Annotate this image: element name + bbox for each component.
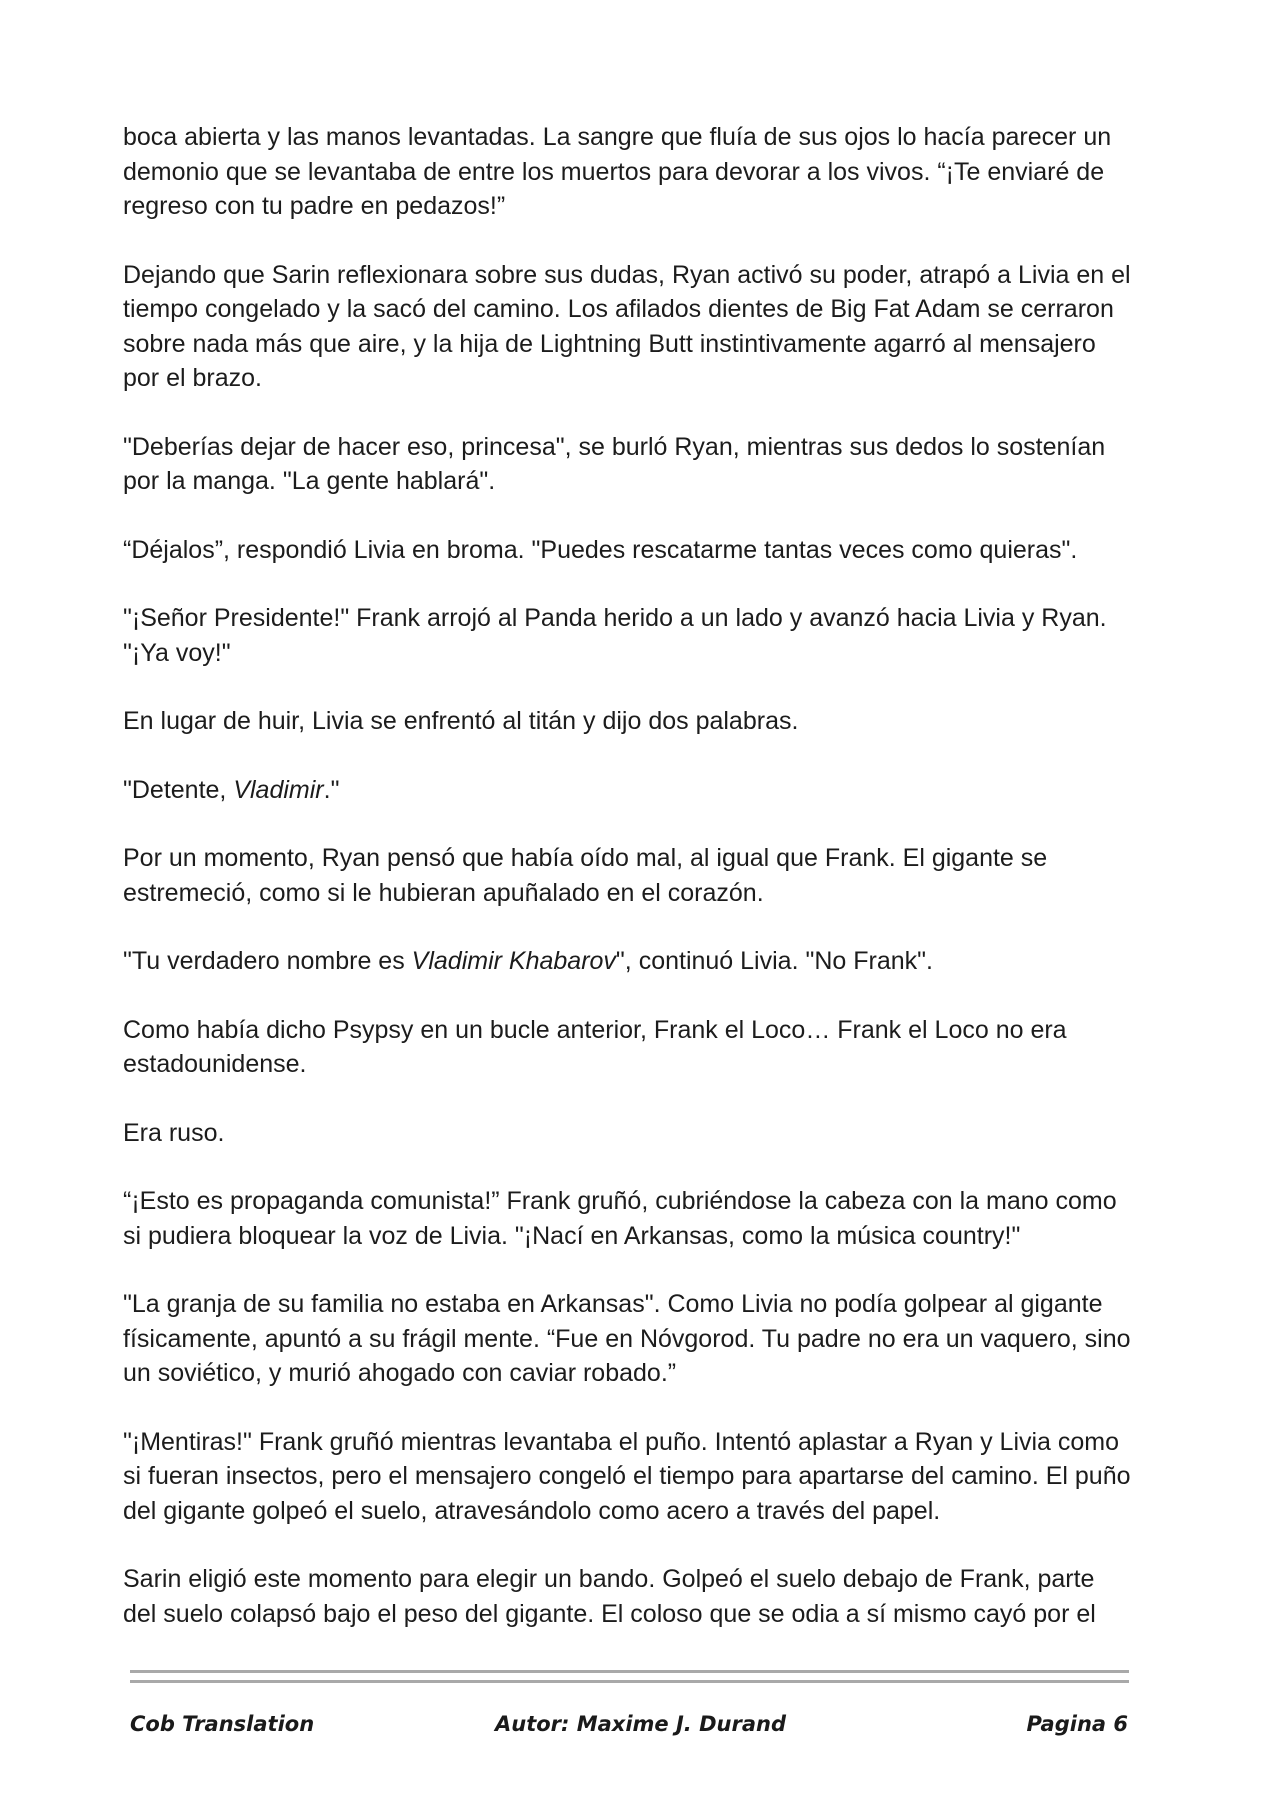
paragraph-13: "La granja de su familia no estaba en Arkansas". Como Livia no podía golpear al gigante físicamente, apuntó a su frágil mente. “Fue en Nóvgorod. Tu padre no era un vaquero, sino un soviético, y murió ahogado con caviar robado.” [123, 1290, 1131, 1387]
footer-divider-bottom [130, 1680, 1129, 1683]
paragraph-12: “¡Esto es propaganda comunista!” Frank gruñó, cubriéndose la cabeza con la mano como si pudiera bloquear la voz de Livia. "¡Nací en Arkansas, como la música country!" [123, 1187, 1117, 1250]
paragraph-7-after: ." [323, 775, 340, 804]
footer-author: Autor: Maxime J. Durand [495, 1712, 786, 1736]
paragraph-9-before: "Tu verdadero nombre es [123, 947, 412, 975]
paragraph-7-italic: Vladimir [233, 775, 324, 804]
paragraph-2: Dejando que Sarin reflexionara sobre sus dudas, Ryan activó su poder, atrapó a Livia en el tiempo congelado y la sacó del camino. Los afilados dientes de Big Fat Adam se cerraron sobre nada más que aire, y la hija de Lightning Butt instintivamente agarró al mensajero por el brazo. [123, 260, 1131, 392]
paragraph-7-before: "Detente, [123, 775, 234, 804]
paragraph-5: "¡Señor Presidente!" Frank arrojó al Panda herido a un lado y avanzó hacia Livia y Ryan. "¡Ya voy!" [123, 604, 1107, 667]
paragraph-7 [123, 773, 1133, 808]
footer-page-number: Pagina 6 [1026, 1712, 1128, 1736]
paragraph-9 [123, 944, 1133, 979]
paragraph-4: “Déjalos”, respondió Livia en broma. "Puedes rescatarme tantas veces como quieras". [123, 535, 1078, 564]
paragraph-9-after: ", continuó Livia. "No Frank". [615, 947, 933, 975]
paragraph-10: Como había dicho Psypsy en un bucle anterior, Frank el Loco… Frank el Loco no era estadounidense. [123, 1015, 1067, 1078]
paragraph-11: Era ruso. [123, 1118, 225, 1147]
paragraph-8: Por un momento, Ryan pensó que había oído mal, al igual que Frank. El gigante se estremeció, como si le hubieran apuñalado en el corazón. [123, 844, 1048, 907]
footer-divider-top [130, 1670, 1129, 1673]
paragraph-3: "Deberías dejar de hacer eso, princesa", se burló Ryan, mientras sus dedos lo sostenían por la manga. "La gente hablará". [123, 432, 1106, 495]
footer-translator: Cob Translation [130, 1712, 315, 1736]
paragraph-9-italic: Vladimir Khabarov [411, 947, 616, 975]
paragraph-14: "¡Mentiras!" Frank gruñó mientras levantaba el puño. Intentó aplastar a Ryan y Livia como si fueran insectos, pero el mensajero congeló el tiempo para apartarse del camino. El puño del gigante golpeó el suelo, atravesándolo como acero a través del papel. [123, 1427, 1131, 1525]
paragraph-1: boca abierta y las manos levantadas. La sangre que fluía de sus ojos lo hacía parecer un demonio que se levantaba de entre los muertos para devorar a los vivos. “¡Te enviaré de regreso con tu padre en pedazos!” [123, 123, 1112, 220]
page-body [123, 120, 1133, 1631]
paragraph-6: En lugar de huir, Livia se enfrentó al titán y dijo dos palabras. [123, 707, 799, 735]
paragraph-15: Sarin eligió este momento para elegir un bando. Golpeó el suelo debajo de Frank, parte del suelo colapsó bajo el peso del gigante. El coloso que se odia a sí mismo cayó por el [123, 1565, 1096, 1628]
